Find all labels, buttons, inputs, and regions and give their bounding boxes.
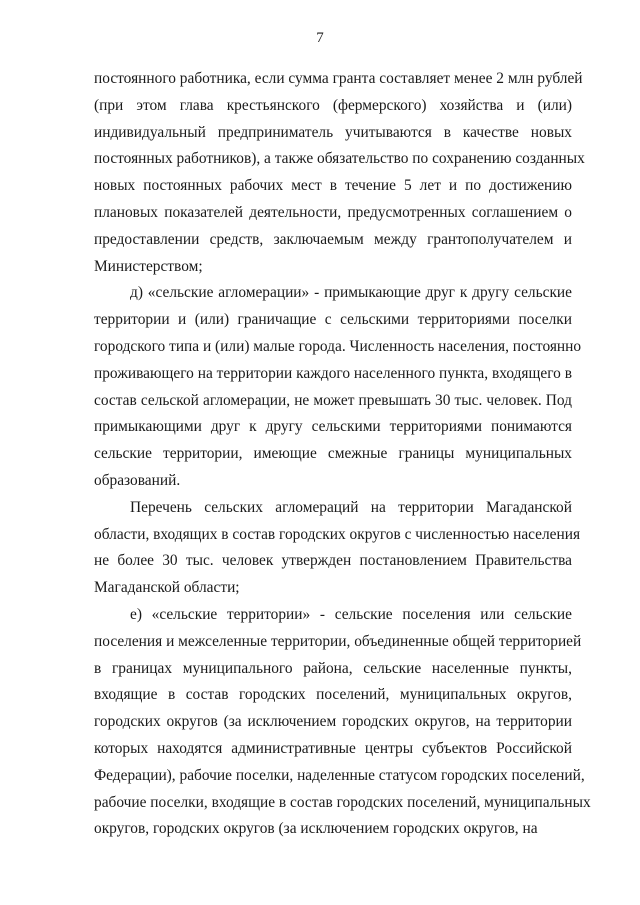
- paragraph: [94, 66, 585, 280]
- text-line: Перечень сельских агломераций на территории Магаданской: [130, 498, 572, 516]
- text-line: поселения и межселенные территории, объединенные общей территорией: [94, 632, 582, 650]
- text-line: не более 30 тыс. человек утвержден постановлением Правительства: [94, 552, 572, 570]
- text-line: городских округов (за исключением городских округов, на территории: [94, 713, 572, 731]
- text-line: е) «сельские территории» - сельские поселения или сельские: [130, 605, 572, 623]
- text-line: округов, городских округов (за исключением городских округов, на: [94, 820, 538, 838]
- paragraph: [94, 602, 591, 843]
- text-line: которых находятся административные центры субъектов Российской: [94, 739, 572, 757]
- text-line: Магаданской области;: [94, 579, 240, 597]
- text-line: плановых показателей деятельности, предусмотренных соглашением о: [94, 203, 572, 221]
- text-line: образований.: [94, 471, 181, 489]
- text-line: индивидуальный предприниматель учитываются в качестве новых: [94, 123, 572, 141]
- text-line: в границах муниципального района, сельские населенные пункты,: [94, 659, 572, 677]
- text-line: постоянных работников), а также обязательство по сохранению созданных: [94, 150, 585, 168]
- text-line: городского типа и (или) малые города. Численность населения, постоянно: [94, 337, 582, 355]
- text-line: д) «сельские агломерации» - примыкающие друг к другу сельские: [130, 284, 572, 302]
- text-line: сельские территории, имеющие смежные границы муниципальных: [94, 445, 572, 463]
- text-line: (при этом глава крестьянского (фермерского) хозяйства и (или): [94, 96, 572, 114]
- text-line: постоянного работника, если сумма гранта составляет менее 2 млн рублей: [94, 70, 583, 87]
- text-line: новых постоянных рабочих мест в течение 5 лет и по достижению: [94, 177, 572, 195]
- text-line: Министерством;: [94, 257, 203, 275]
- text-line: предоставлении средств, заключаемым между грантополучателем и: [94, 230, 572, 248]
- text-line: области, входящих в состав городских округов с численностью населения: [94, 525, 581, 543]
- paragraph: [94, 280, 582, 494]
- text-line: состав сельской агломерации, не может превышать 30 тыс. человек. Под: [94, 391, 572, 409]
- page-number: 7: [316, 30, 324, 46]
- document-body: [94, 66, 591, 843]
- paragraph: [94, 495, 581, 602]
- text-line: примыкающими друг к другу сельскими территориями понимаются: [94, 418, 572, 436]
- text-line: рабочие поселки, входящие в состав городских поселений, муниципальных: [94, 793, 591, 811]
- text-line: Федерации), рабочие поселки, наделенные статусом городских поселений,: [94, 766, 585, 784]
- text-line: проживающего на территории каждого населенного пункта, входящего в: [94, 364, 572, 382]
- text-line: входящие в состав городских поселений, муниципальных округов,: [94, 686, 572, 704]
- text-line: территории и (или) граничащие с сельскими территориями поселки: [94, 311, 572, 329]
